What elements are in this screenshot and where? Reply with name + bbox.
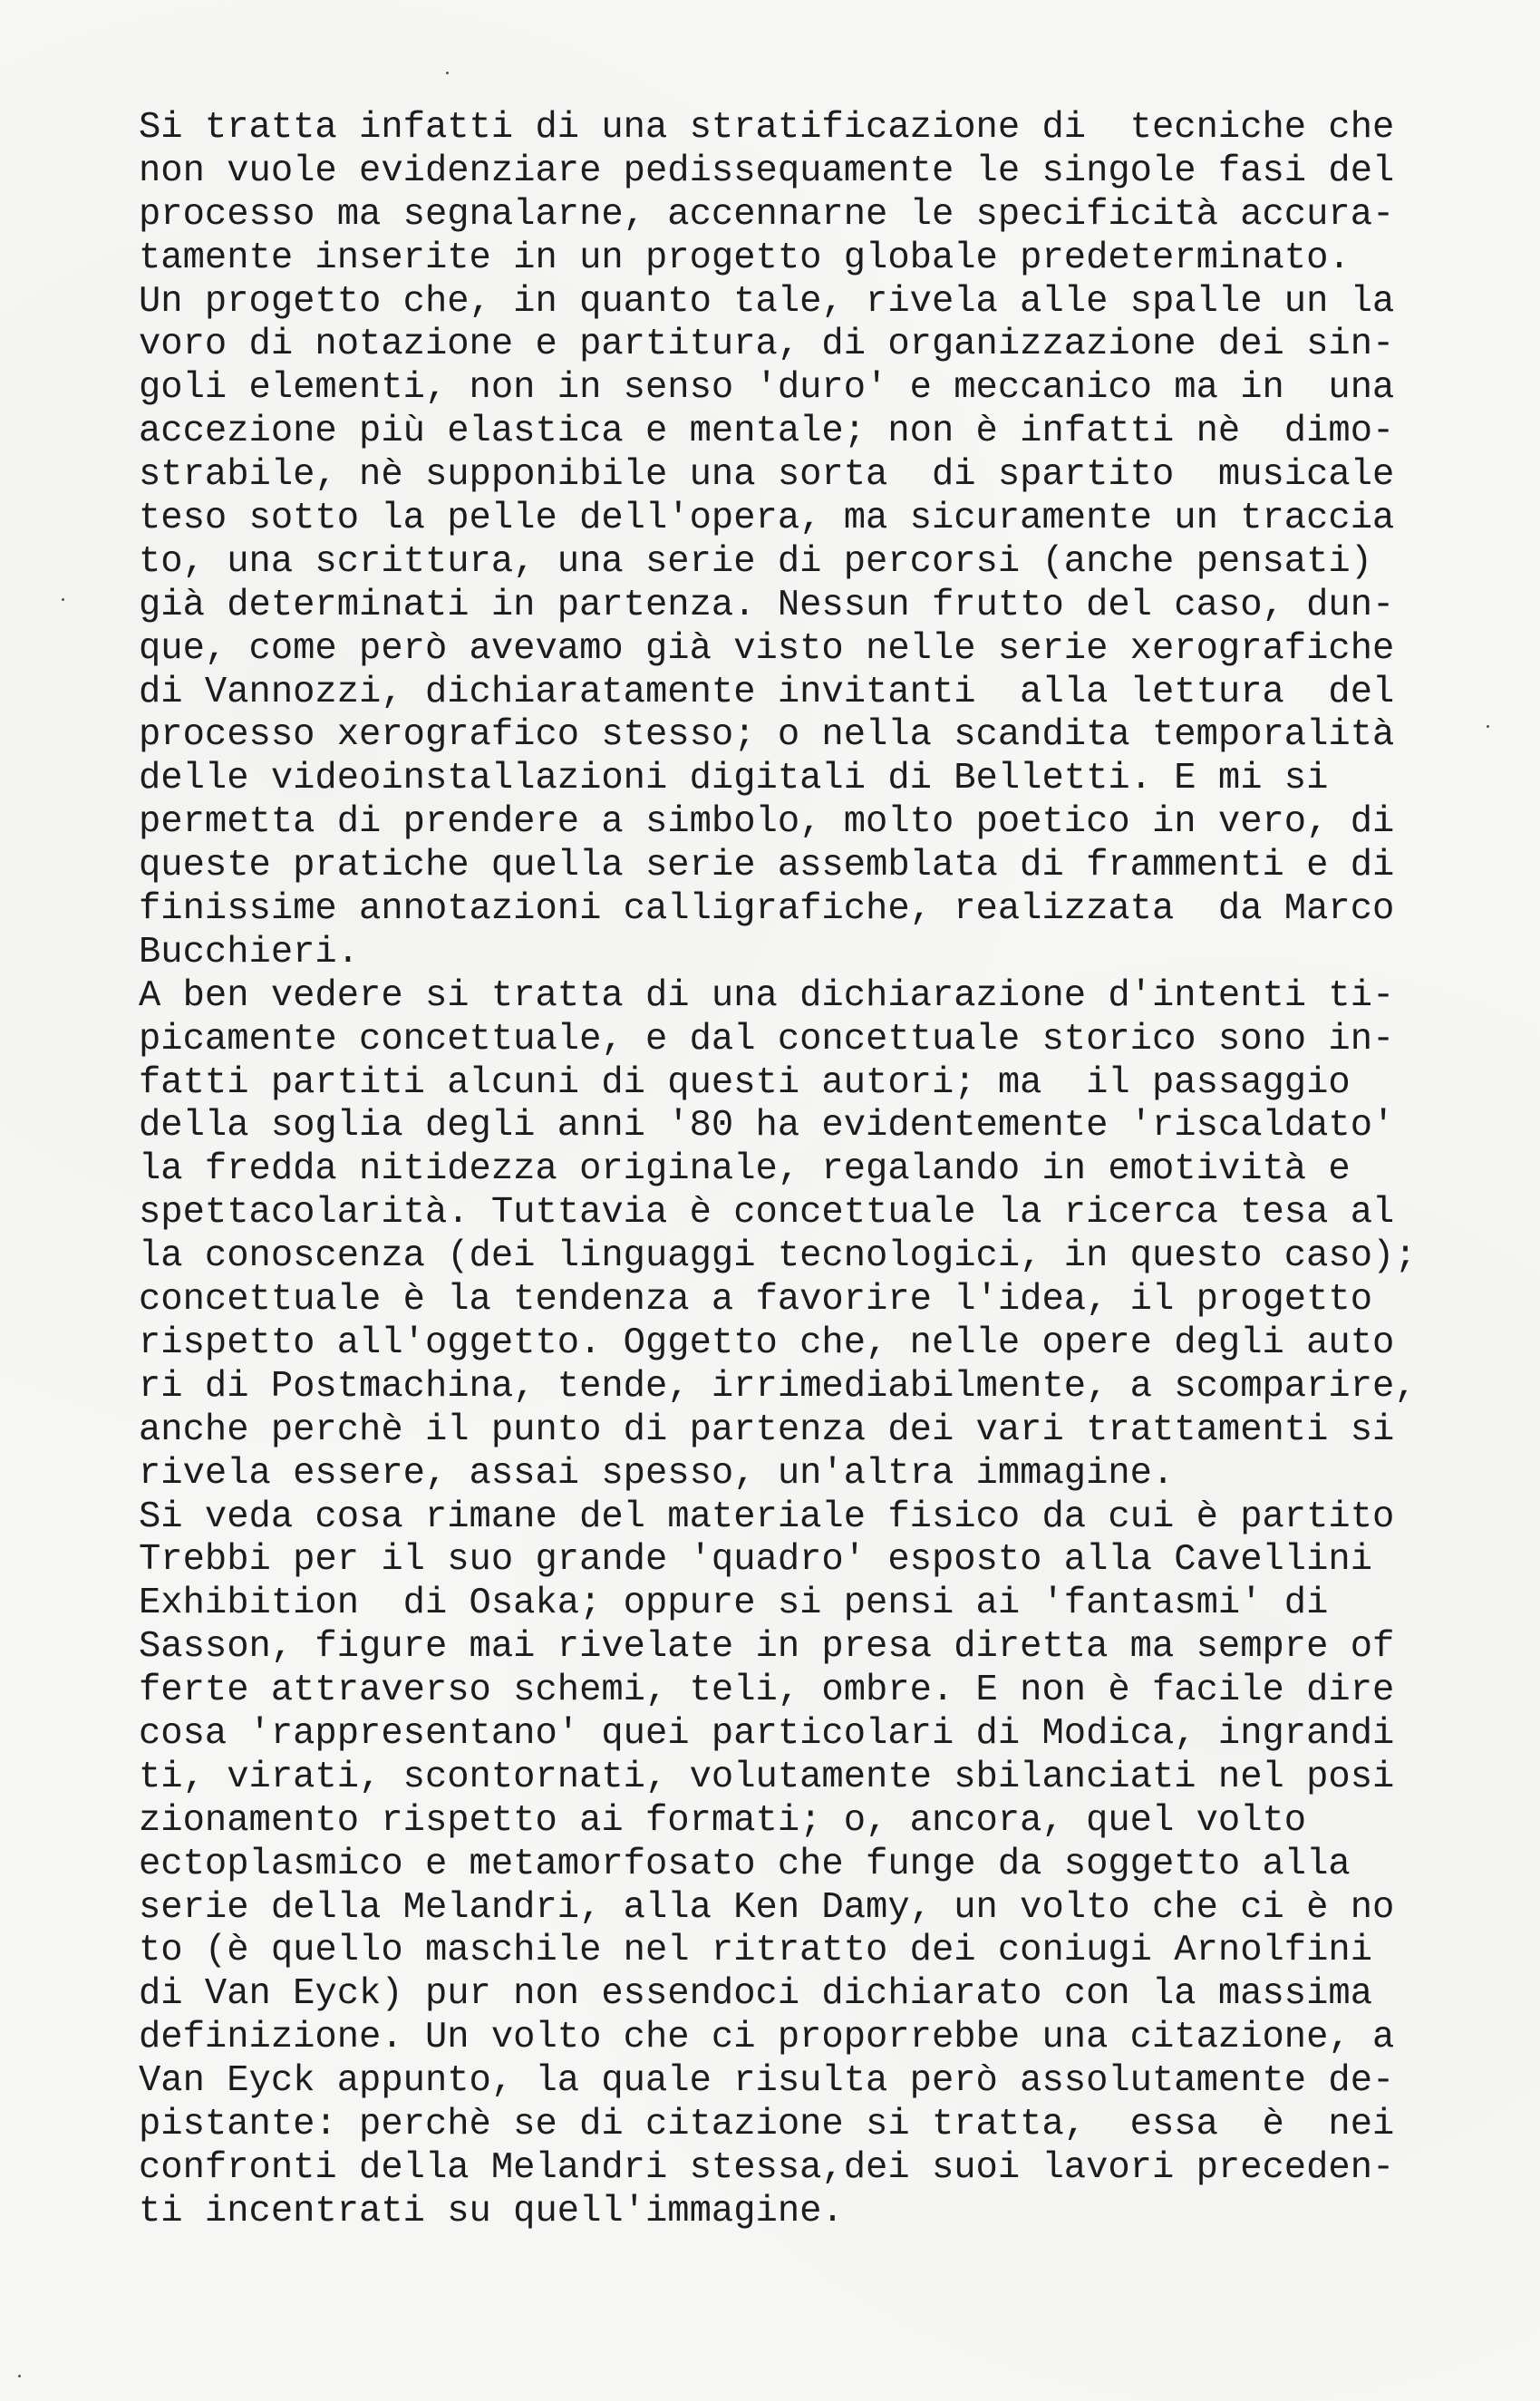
text-line: accezione più elastica e mentale; non è infatti nè dimo-: [139, 411, 1395, 453]
text-line: que, come però avevamo già visto nelle serie xerografiche: [139, 627, 1395, 670]
text-line: A ben vedere si tratta di una dichiarazione d'intenti ti-: [139, 974, 1395, 1017]
text-line: la conoscenza (dei linguaggi tecnologici, in questo caso);: [139, 1235, 1417, 1278]
text-line: finissime annotazioni calligrafiche, realizzata da Marco: [139, 888, 1395, 931]
text-line: picamente concettuale, e dal concettuale storico sono in-: [139, 1018, 1395, 1060]
text-line: teso sotto la pelle dell'opera, ma sicuramente un traccia: [139, 498, 1395, 540]
text-line: queste pratiche quella serie assemblata di frammenti e di: [139, 845, 1395, 887]
text-line: goli elementi, non in senso 'duro' e meccanico ma in una: [139, 367, 1395, 410]
text-line: la fredda nitidezza originale, regalando in emotività e: [139, 1148, 1351, 1191]
text-line: Van Eyck appunto, la quale risulta però assolutamente de-: [139, 2060, 1395, 2103]
body-text: [139, 107, 1426, 2278]
text-line: spettacolarità. Tuttavia è concettuale la ricerca tesa al: [139, 1192, 1395, 1234]
text-line: Bucchieri.: [139, 931, 360, 973]
text-line: Si veda cosa rimane del materiale fisico da cui è partito: [139, 1496, 1395, 1538]
text-line: ti, virati, scontornati, volutamente sbilanciati nel posi: [139, 1756, 1395, 1798]
text-line: cosa 'rappresentano' quei particolari di Modica, ingrandi: [139, 1712, 1395, 1755]
text-line: tamente inserite in un progetto globale predeterminato.: [139, 237, 1351, 279]
text-line: Trebbi per il suo grande 'quadro' esposto alla Cavellini: [139, 1539, 1373, 1582]
text-line: zionamento rispetto ai formati; o, ancora, quel volto: [139, 1799, 1307, 1842]
text-line: anche perchè il punto di partenza dei vari trattamenti si: [139, 1409, 1395, 1451]
text-line: rivela essere, assai spesso, un'altra immagine.: [139, 1452, 1175, 1495]
text-line: to, una scrittura, una serie di percorsi (anche pensati): [139, 540, 1373, 583]
text-line: permetta di prendere a simbolo, molto poetico in vero, di: [139, 801, 1395, 844]
text-line: Sasson, figure mai rivelate in presa diretta ma sempre of: [139, 1626, 1395, 1669]
text-line: concettuale è la tendenza a favorire l'idea, il progetto: [139, 1279, 1373, 1322]
text-line: strabile, nè supponibile una sorta di spartito musicale: [139, 454, 1395, 497]
text-line: ectoplasmico e metamorfosato che funge da soggetto alla: [139, 1843, 1351, 1885]
text-line: definizione. Un volto che ci proporrebbe una citazione, a: [139, 2017, 1395, 2059]
text-line: ti incentrati su quell'immagine.: [139, 2190, 844, 2232]
text-line: voro di notazione e partitura, di organizzazione dei sin-: [139, 324, 1395, 366]
text-line: Exhibition di Osaka; oppure si pensi ai 'fantasmi' di: [139, 1583, 1329, 1625]
paper-speck: [62, 598, 64, 601]
text-line: già determinati in partenza. Nessun frutto del caso, dun-: [139, 584, 1395, 626]
text-line: processo xerografico stesso; o nella scandita temporalità: [139, 714, 1395, 757]
text-line: delle videoinstallazioni digitali di Belletti. E mi si: [139, 758, 1329, 800]
paper-speck: [18, 2375, 21, 2377]
text-line: [139, 2234, 1426, 2278]
text-line: della soglia degli anni '80 ha evidentemente 'riscaldato': [139, 1105, 1395, 1147]
text-line: Si tratta infatti di una stratificazione di tecniche che: [139, 107, 1395, 149]
text-line: ferte attraverso schemi, teli, ombre. E non è facile dire: [139, 1670, 1395, 1712]
paper-speck: [446, 72, 449, 74]
paper-speck: [1487, 725, 1489, 728]
text-line: fatti partiti alcuni di questi autori; ma il passaggio: [139, 1061, 1351, 1104]
text-line: serie della Melandri, alla Ken Damy, un volto che ci è no: [139, 1886, 1395, 1929]
text-line: to (è quello maschile nel ritratto dei coniugi Arnolfini: [139, 1930, 1373, 1972]
text-line: di Vannozzi, dichiaratamente invitanti alla lettura del: [139, 671, 1395, 713]
text-line: di Van Eyck) pur non essendoci dichiarato con la massima: [139, 1973, 1373, 2016]
text-line: processo ma segnalarne, accennarne le specificità accura-: [139, 193, 1395, 236]
text-line: confronti della Melandri stessa,dei suoi lavori preceden-: [139, 2146, 1395, 2189]
text-line: ri di Postmachina, tende, irrimediabilmente, a scomparire,: [139, 1365, 1417, 1408]
text-line: pistante: perchè se di citazione si tratta, essa è nei: [139, 2103, 1395, 2145]
text-line: non vuole evidenziare pedissequamente le singole fasi del: [139, 150, 1395, 192]
text-line: rispetto all'oggetto. Oggetto che, nelle opere degli auto: [139, 1322, 1395, 1364]
text-line: Un progetto che, in quanto tale, rivela alle spalle un la: [139, 280, 1395, 323]
